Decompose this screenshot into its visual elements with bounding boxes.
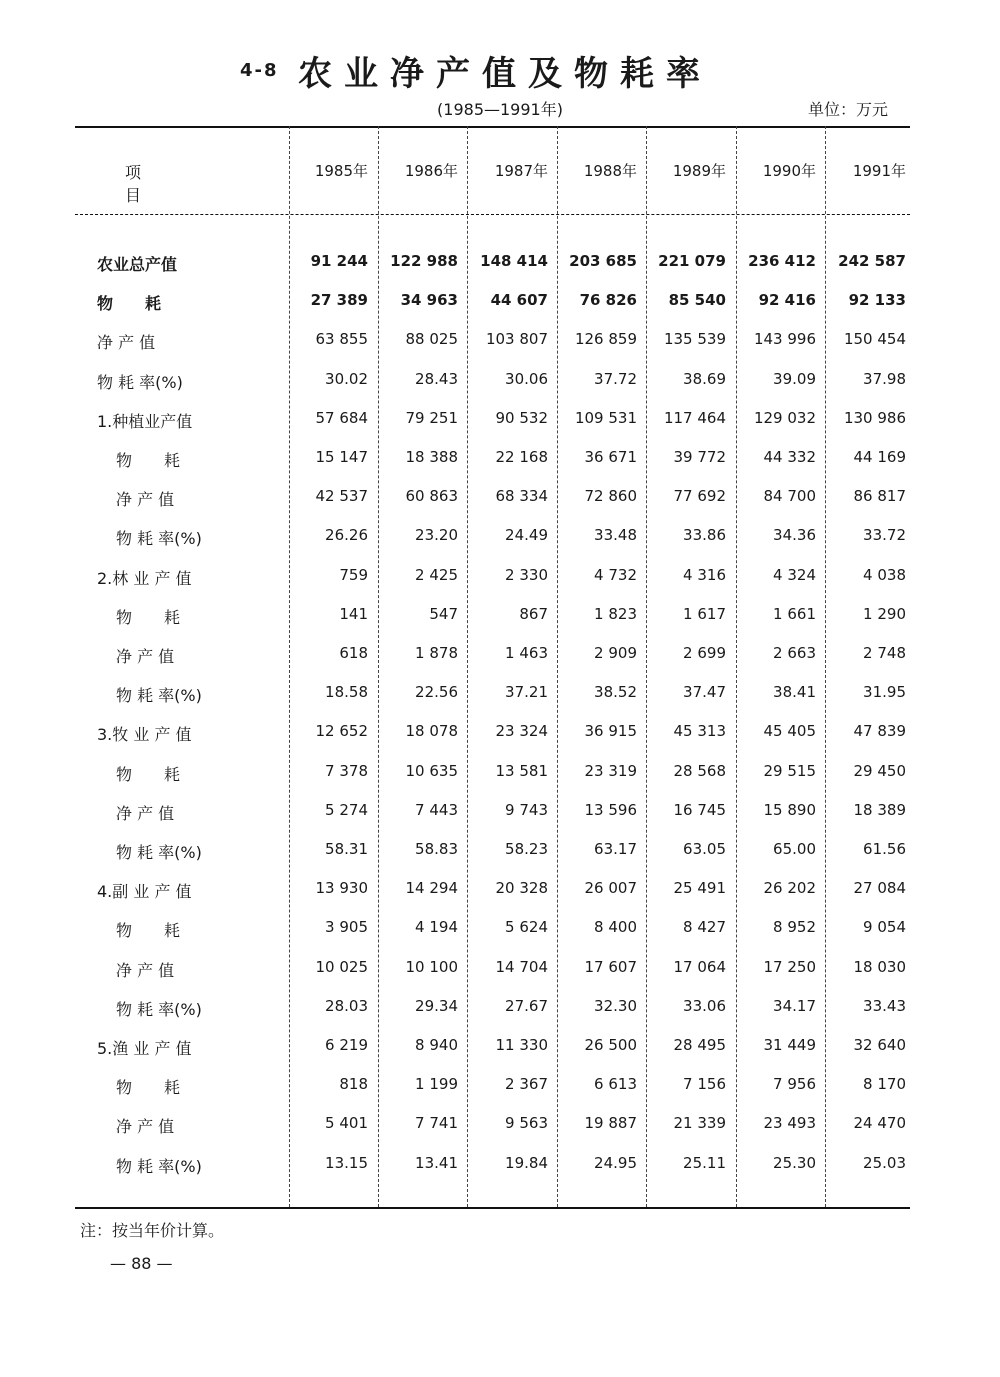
table-cell: 22 168 — [495, 448, 548, 466]
table-cell: 13 596 — [584, 801, 637, 819]
table-cell: 14 704 — [495, 958, 548, 976]
table-cell: 18 030 — [853, 958, 906, 976]
row-label: 净 产 值 — [116, 490, 175, 509]
table-cell: 38.41 — [773, 683, 816, 701]
table-cell: 90 532 — [495, 409, 548, 427]
table-cell: 63.05 — [683, 840, 726, 858]
table-cell: 28 568 — [673, 762, 726, 780]
table-cell: 37.47 — [683, 683, 726, 701]
table-cell: 30.06 — [505, 370, 548, 388]
unit-label: 单位：万元 — [808, 100, 889, 119]
table-cell: 10 635 — [405, 762, 458, 780]
table-cell: 547 — [429, 605, 458, 623]
table-cell: 1 290 — [863, 605, 906, 623]
table-cell: 37.21 — [505, 683, 548, 701]
table-cell: 10 025 — [315, 958, 368, 976]
table-cell: 17 607 — [584, 958, 637, 976]
table-row — [0, 409, 1000, 437]
table-row — [0, 958, 1000, 986]
row-label: 净 产 值 — [97, 333, 156, 352]
table-top-rule — [75, 126, 910, 128]
table-cell: 28.03 — [325, 997, 368, 1015]
table-cell: 36 915 — [584, 722, 637, 740]
table-cell: 6 219 — [325, 1036, 368, 1054]
table-cell: 13 930 — [315, 879, 368, 897]
table-cell: 31.95 — [863, 683, 906, 701]
table-cell: 4 038 — [863, 566, 906, 584]
table-cell: 8 952 — [773, 918, 816, 936]
table-cell: 7 156 — [683, 1075, 726, 1093]
table-cell: 14 294 — [405, 879, 458, 897]
table-cell: 122 988 — [390, 252, 458, 270]
table-cell: 25.30 — [773, 1154, 816, 1172]
table-cell: 34.17 — [773, 997, 816, 1015]
table-cell: 39 772 — [673, 448, 726, 466]
row-label: 3.牧 业 产 值 — [97, 725, 192, 744]
table-cell: 26 500 — [584, 1036, 637, 1054]
row-label: 物 耗 — [116, 921, 181, 940]
table-cell: 47 839 — [853, 722, 906, 740]
row-label: 物 耗 率(%) — [116, 1157, 202, 1176]
table-cell: 24 470 — [853, 1114, 906, 1132]
table-cell: 13.41 — [415, 1154, 458, 1172]
table-cell: 18.58 — [325, 683, 368, 701]
table-cell: 5 401 — [325, 1114, 368, 1132]
table-cell: 24.95 — [594, 1154, 637, 1172]
table-cell: 33.06 — [683, 997, 726, 1015]
table-cell: 16 745 — [673, 801, 726, 819]
table-cell: 92 133 — [848, 291, 906, 309]
table-cell: 45 313 — [673, 722, 726, 740]
table-cell: 33.86 — [683, 526, 726, 544]
table-cell: 65.00 — [773, 840, 816, 858]
table-cell: 31 449 — [763, 1036, 816, 1054]
table-cell: 17 250 — [763, 958, 816, 976]
table-cell: 21 339 — [673, 1114, 726, 1132]
table-cell: 15 147 — [315, 448, 368, 466]
table-row — [0, 252, 1000, 280]
table-cell: 25.11 — [683, 1154, 726, 1172]
header-year: 1988年 — [583, 162, 637, 180]
table-cell: 867 — [519, 605, 548, 623]
table-cell: 130 986 — [843, 409, 906, 427]
table-cell: 30.02 — [325, 370, 368, 388]
table-cell: 32.30 — [594, 997, 637, 1015]
table-cell: 6 613 — [594, 1075, 637, 1093]
year-range: (1985—1991年) — [437, 100, 563, 119]
table-cell: 58.31 — [325, 840, 368, 858]
table-cell: 61.56 — [863, 840, 906, 858]
table-cell: 1 199 — [415, 1075, 458, 1093]
table-cell: 72 860 — [584, 487, 637, 505]
table-cell: 15 890 — [763, 801, 816, 819]
table-cell: 18 389 — [853, 801, 906, 819]
table-cell: 2 663 — [773, 644, 816, 662]
table-cell: 27 084 — [853, 879, 906, 897]
footnote: 注：按当年价计算。 — [80, 1221, 225, 1240]
table-row — [0, 291, 1000, 319]
table-cell: 11 330 — [495, 1036, 548, 1054]
table-cell: 103 807 — [485, 330, 548, 348]
row-label: 4.副 业 产 值 — [97, 882, 192, 901]
table-cell: 37.98 — [863, 370, 906, 388]
table-cell: 25 491 — [673, 879, 726, 897]
table-cell: 4 732 — [594, 566, 637, 584]
row-label: 净 产 值 — [116, 804, 175, 823]
table-cell: 9 054 — [863, 918, 906, 936]
table-cell: 141 — [339, 605, 368, 623]
table-cell: 7 378 — [325, 762, 368, 780]
row-label: 物 耗 率(%) — [116, 843, 202, 862]
table-cell: 221 079 — [658, 252, 726, 270]
table-cell: 4 324 — [773, 566, 816, 584]
table-cell: 1 463 — [505, 644, 548, 662]
header-year: 1987年 — [494, 162, 548, 180]
table-row — [0, 1036, 1000, 1064]
table-row — [0, 448, 1000, 476]
row-label: 物 耗 — [116, 608, 181, 627]
table-row — [0, 997, 1000, 1025]
table-cell: 63 855 — [315, 330, 368, 348]
table-cell: 10 100 — [405, 958, 458, 976]
table-cell: 23 493 — [763, 1114, 816, 1132]
table-cell: 117 464 — [663, 409, 726, 427]
table-cell: 618 — [339, 644, 368, 662]
page-title — [0, 46, 1000, 94]
table-cell: 759 — [339, 566, 368, 584]
table-cell: 25.03 — [863, 1154, 906, 1172]
table-cell: 84 700 — [763, 487, 816, 505]
table-cell: 33.72 — [863, 526, 906, 544]
table-cell: 7 956 — [773, 1075, 816, 1093]
header-year: 1985年 — [314, 162, 368, 180]
table-cell: 150 454 — [843, 330, 906, 348]
header-year: 1990年 — [762, 162, 816, 180]
table-cell: 2 699 — [683, 644, 726, 662]
table-cell: 8 940 — [415, 1036, 458, 1054]
table-cell: 5 274 — [325, 801, 368, 819]
table-cell: 23 324 — [495, 722, 548, 740]
table-cell: 38.52 — [594, 683, 637, 701]
table-cell: 126 859 — [574, 330, 637, 348]
table-row — [0, 918, 1000, 946]
table-cell: 26 202 — [763, 879, 816, 897]
row-label: 2.林 业 产 值 — [97, 569, 192, 588]
table-cell: 3 905 — [325, 918, 368, 936]
table-cell: 29 515 — [763, 762, 816, 780]
table-row — [0, 1154, 1000, 1182]
table-cell: 4 316 — [683, 566, 726, 584]
table-cell: 7 741 — [415, 1114, 458, 1132]
row-label: 物 耗 — [116, 765, 181, 784]
row-label: 物 耗 率(%) — [116, 1000, 202, 1019]
table-cell: 79 251 — [405, 409, 458, 427]
table-cell: 68 334 — [495, 487, 548, 505]
table-title: 农业净产值及物耗率 — [298, 54, 712, 94]
table-cell: 57 684 — [315, 409, 368, 427]
table-cell: 29 450 — [853, 762, 906, 780]
table-cell: 36 671 — [584, 448, 637, 466]
table-cell: 92 416 — [758, 291, 816, 309]
table-cell: 143 996 — [753, 330, 816, 348]
row-label: 物 耗 率(%) — [116, 529, 202, 548]
table-cell: 22.56 — [415, 683, 458, 701]
table-cell: 109 531 — [574, 409, 637, 427]
table-cell: 91 244 — [310, 252, 368, 270]
table-cell: 76 826 — [579, 291, 637, 309]
table-cell: 1 617 — [683, 605, 726, 623]
table-cell: 23 319 — [584, 762, 637, 780]
table-row — [0, 801, 1000, 829]
table-cell: 8 427 — [683, 918, 726, 936]
table-row — [0, 722, 1000, 750]
table-cell: 18 388 — [405, 448, 458, 466]
table-row — [0, 644, 1000, 672]
header-item: 项目 — [125, 163, 202, 205]
table-cell: 2 909 — [594, 644, 637, 662]
table-cell: 38.69 — [683, 370, 726, 388]
table-cell: 23.20 — [415, 526, 458, 544]
table-row — [0, 566, 1000, 594]
table-row — [0, 762, 1000, 790]
table-cell: 24.49 — [505, 526, 548, 544]
row-label: 1.种植业产值 — [97, 412, 193, 431]
table-cell: 44 332 — [763, 448, 816, 466]
table-cell: 77 692 — [673, 487, 726, 505]
table-cell: 236 412 — [748, 252, 816, 270]
table-cell: 63.17 — [594, 840, 637, 858]
table-cell: 9 743 — [505, 801, 548, 819]
table-cell: 7 443 — [415, 801, 458, 819]
table-cell: 39.09 — [773, 370, 816, 388]
row-label: 净 产 值 — [116, 1117, 175, 1136]
row-label: 农业总产值 — [97, 255, 178, 274]
table-cell: 818 — [339, 1075, 368, 1093]
table-cell: 86 817 — [853, 487, 906, 505]
table-cell: 44 169 — [853, 448, 906, 466]
header-year: 1986年 — [404, 162, 458, 180]
row-label: 物 耗 — [116, 451, 181, 470]
table-cell: 1 823 — [594, 605, 637, 623]
table-cell: 203 685 — [569, 252, 637, 270]
page-number: — 88 — — [110, 1254, 173, 1273]
table-cell: 58.23 — [505, 840, 548, 858]
header-year: 1991年 — [852, 162, 906, 180]
table-row — [0, 1075, 1000, 1103]
table-row — [0, 526, 1000, 554]
table-cell: 8 400 — [594, 918, 637, 936]
row-label: 物 耗 率(%) — [97, 373, 183, 392]
table-row — [0, 1114, 1000, 1142]
table-cell: 58.83 — [415, 840, 458, 858]
table-cell: 85 540 — [668, 291, 726, 309]
table-cell: 37.72 — [594, 370, 637, 388]
table-cell: 13.15 — [325, 1154, 368, 1172]
table-cell: 2 367 — [505, 1075, 548, 1093]
table-cell: 88 025 — [405, 330, 458, 348]
table-cell: 1 661 — [773, 605, 816, 623]
table-cell: 2 330 — [505, 566, 548, 584]
table-cell: 27.67 — [505, 997, 548, 1015]
table-row — [0, 330, 1000, 358]
table-row — [0, 605, 1000, 633]
table-cell: 12 652 — [315, 722, 368, 740]
table-cell: 129 032 — [753, 409, 816, 427]
table-row — [0, 370, 1000, 398]
row-label: 物 耗 率(%) — [116, 686, 202, 705]
table-cell: 17 064 — [673, 958, 726, 976]
table-cell: 32 640 — [853, 1036, 906, 1054]
table-cell: 19.84 — [505, 1154, 548, 1172]
table-cell: 60 863 — [405, 487, 458, 505]
table-bottom-rule — [75, 1207, 910, 1209]
table-number: 4-8 — [240, 60, 279, 81]
table-row — [0, 879, 1000, 907]
table-cell: 4 194 — [415, 918, 458, 936]
table-cell: 34 963 — [400, 291, 458, 309]
table-row — [0, 840, 1000, 868]
table-cell: 148 414 — [480, 252, 548, 270]
table-cell: 27 389 — [310, 291, 368, 309]
row-label: 物 耗 — [116, 1078, 181, 1097]
table-cell: 26.26 — [325, 526, 368, 544]
table-cell: 1 878 — [415, 644, 458, 662]
header-rule — [75, 214, 910, 215]
table-cell: 18 078 — [405, 722, 458, 740]
table-cell: 33.43 — [863, 997, 906, 1015]
table-cell: 135 539 — [663, 330, 726, 348]
table-row — [0, 487, 1000, 515]
table-cell: 34.36 — [773, 526, 816, 544]
table-cell: 44 607 — [490, 291, 548, 309]
table-cell: 33.48 — [594, 526, 637, 544]
table-cell: 45 405 — [763, 722, 816, 740]
row-label: 物 耗 — [97, 294, 162, 313]
table-cell: 2 748 — [863, 644, 906, 662]
table-cell: 242 587 — [838, 252, 906, 270]
header-year: 1989年 — [672, 162, 726, 180]
table-cell: 28 495 — [673, 1036, 726, 1054]
table-cell: 9 563 — [505, 1114, 548, 1132]
table-cell: 29.34 — [415, 997, 458, 1015]
table-cell: 19 887 — [584, 1114, 637, 1132]
table-cell: 20 328 — [495, 879, 548, 897]
table-cell: 5 624 — [505, 918, 548, 936]
row-label: 净 产 值 — [116, 647, 175, 666]
row-label: 5.渔 业 产 值 — [97, 1039, 192, 1058]
table-cell: 8 170 — [863, 1075, 906, 1093]
table-cell: 13 581 — [495, 762, 548, 780]
table-cell: 28.43 — [415, 370, 458, 388]
row-label: 净 产 值 — [116, 961, 175, 980]
table-row — [0, 683, 1000, 711]
table-cell: 2 425 — [415, 566, 458, 584]
table-cell: 26 007 — [584, 879, 637, 897]
table-cell: 42 537 — [315, 487, 368, 505]
